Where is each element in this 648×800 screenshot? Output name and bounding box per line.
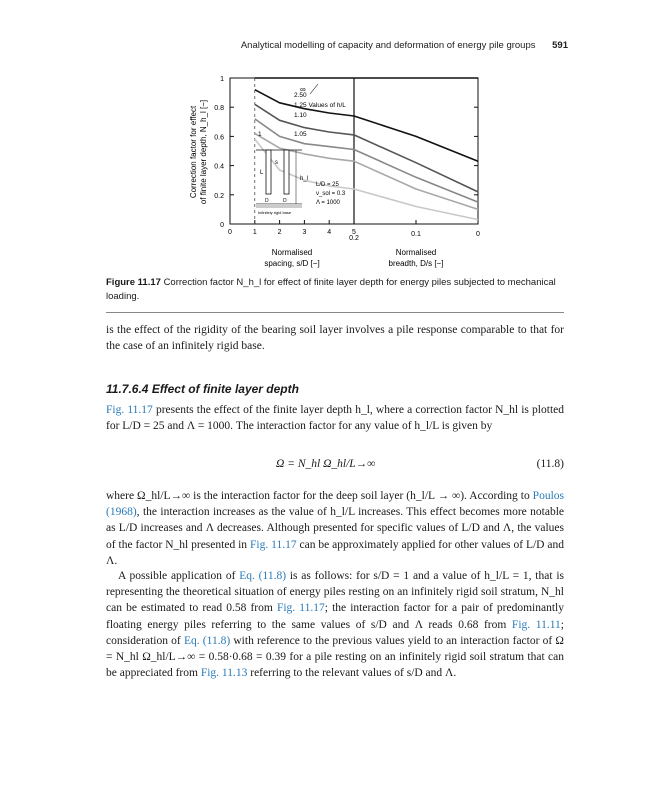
page-number: 591 <box>552 40 568 51</box>
figure-link[interactable]: Fig. 11.17 <box>249 538 297 551</box>
figure-link[interactable]: Fig. 11.11 <box>511 618 561 631</box>
paragraph-2 <box>106 402 564 434</box>
equation-number: (11.8) <box>536 458 564 470</box>
figure-link[interactable]: Fig. 11.17 <box>106 404 153 416</box>
x-right-tick-label: 0 <box>476 231 480 238</box>
figure-link[interactable]: Fig. 11.13 <box>200 667 248 680</box>
paragraph-4-text-d: ; consideration of <box>106 618 564 647</box>
chart-labels <box>189 84 443 268</box>
curve-label-1-25: 1.25 Values of h/L <box>294 102 346 109</box>
pile-inset-diagram <box>256 150 308 215</box>
equation-body: Ω = N_hl Ω_hl/L→∞ <box>276 458 376 470</box>
parameter-label: Λ = 1000 <box>316 200 340 206</box>
paragraph-4-text-a: A possible application of <box>118 570 240 582</box>
paragraph-3-text-b: , the interaction increases as the value of h_l/L increases. This effect becomes more notable as L/D increases and Λ decreases. Although presented for specific values of L/D and Λ, the values of the factor N_hl presented in <box>106 506 564 551</box>
figure-link[interactable]: Fig. 11.17 <box>276 602 325 615</box>
rigid-base-hatch <box>256 204 302 208</box>
parameter-label: ν_sol = 0.3 <box>316 191 346 197</box>
y-tick-label: 0 <box>220 222 224 229</box>
curve-label-2-50: 2.50 <box>294 92 307 99</box>
paragraph-3 <box>106 488 564 569</box>
y-axis-title-line2: of finite layer depth, N_h_l [−] <box>199 99 208 205</box>
inset-label-D: D <box>283 198 287 204</box>
x-right-title-line2: breadth, D/s [−] <box>388 259 444 268</box>
curve-label-infinity: ∞ <box>300 85 306 94</box>
inset-label-s: s <box>275 160 278 166</box>
x-right-tick-label: 0.2 <box>349 235 359 242</box>
y-axis-title-line1: Correction factor for effect <box>189 105 198 199</box>
chart-axes <box>214 76 480 242</box>
equation-link[interactable]: Eq. (11.8) <box>183 634 231 647</box>
x-left-title-line2: spacing, s/D [−] <box>264 259 320 268</box>
paragraph-3-text-c: can be approximately applied for other values of L/D and Λ. <box>106 538 564 567</box>
curve-label-1: 1 <box>258 131 262 138</box>
paragraph-4-text-f: referring to the relevant values of s/D and Λ. <box>247 667 457 680</box>
paragraph-4-text-e: with reference to the previous values yield to an interaction factor of Ω = N_hl Ω_hl/L→∞ = 0.58·0.68 = 0.39 for a pile resting on an infinitely rigid soil stratum that can be appreciated from <box>106 634 564 680</box>
leader-line <box>310 84 318 94</box>
caption-text: Correction factor N_h_l for effect of finite layer depth for energy piles subjected to mechanical loading. <box>106 277 556 302</box>
curve-label-1-05: 1.05 <box>294 131 307 138</box>
figure-caption <box>106 276 564 304</box>
section-number: 11.7.6.4 <box>106 382 149 396</box>
x-left-title-line1: Normalised <box>271 248 313 257</box>
y-tick-label: 0.6 <box>214 134 224 142</box>
inset-label-D: D <box>265 198 269 204</box>
x-tick-label: 5 <box>352 229 356 236</box>
inset-label-hl: h_l <box>300 176 309 182</box>
y-tick-label: 0.8 <box>214 105 224 113</box>
x-tick-label: 0 <box>228 229 232 236</box>
figure-11-17 <box>178 68 508 276</box>
y-tick-label: 0.4 <box>214 163 224 171</box>
chart-curves <box>255 78 478 220</box>
section-title: Effect of finite layer depth <box>151 382 299 396</box>
pile-left <box>266 150 271 194</box>
inset-label-base: Infinitely rigid base <box>258 210 292 215</box>
paragraph-1: is the effect of the rigidity of the bearing soil layer involves a pile response comparable to that for the case of an infinitely rigid base. <box>106 324 564 353</box>
pile-right <box>284 150 289 194</box>
x-tick-label: 2 <box>277 229 282 236</box>
x-tick-label: 1 <box>252 229 257 236</box>
curve-label-1-10: 1.10 <box>294 112 307 119</box>
y-tick-label: 1 <box>220 76 224 83</box>
paragraph-4-text-c: ; the interaction factor for a pair of predominantly floating energy piles referring to the same values of s/D and Λ reads 0.68 from <box>106 602 564 631</box>
x-right-tick-label: 0.1 <box>411 231 421 238</box>
running-header <box>241 40 568 51</box>
equation-link[interactable]: Eq. (11.8) <box>239 570 287 582</box>
paragraph-4-text-b: is as follows: for s/D = 1 and a value of h_l/L = 1, that is representing the theoretical situation of energy piles resting on an infinitely rigid soil stratum, N_hl can be estimated to read 0.58 from <box>106 570 564 615</box>
running-title: Analytical modelling of capacity and deformation of energy pile groups <box>240 40 536 51</box>
paragraph-4 <box>106 568 564 681</box>
y-tick-label: 0.2 <box>214 192 224 200</box>
section-heading <box>106 382 299 396</box>
caption-label: Figure 11.17 <box>106 277 161 288</box>
x-right-title-line1: Normalised <box>395 248 437 257</box>
chart-svg <box>178 68 508 276</box>
caption-rule <box>106 312 564 313</box>
paragraph-3-text-a: where Ω_hl/L→∞ is the interaction factor for the deep soil layer (h_l/L → ∞). According to <box>106 490 533 502</box>
parameter-label: L/D = 25 <box>316 182 339 188</box>
x-tick-label: 4 <box>327 229 332 236</box>
x-tick-label: 3 <box>302 229 307 236</box>
inset-label-L: L <box>260 170 264 176</box>
poulos-link[interactable]: Poulos (1968) <box>106 490 564 519</box>
paragraph-2-text: presents the effect of the finite layer depth h_l, where a correction factor N_hl is plotted for L/D = 25 and Λ = 1000. The interaction factor for any value of h_l/L is given by <box>106 404 564 433</box>
